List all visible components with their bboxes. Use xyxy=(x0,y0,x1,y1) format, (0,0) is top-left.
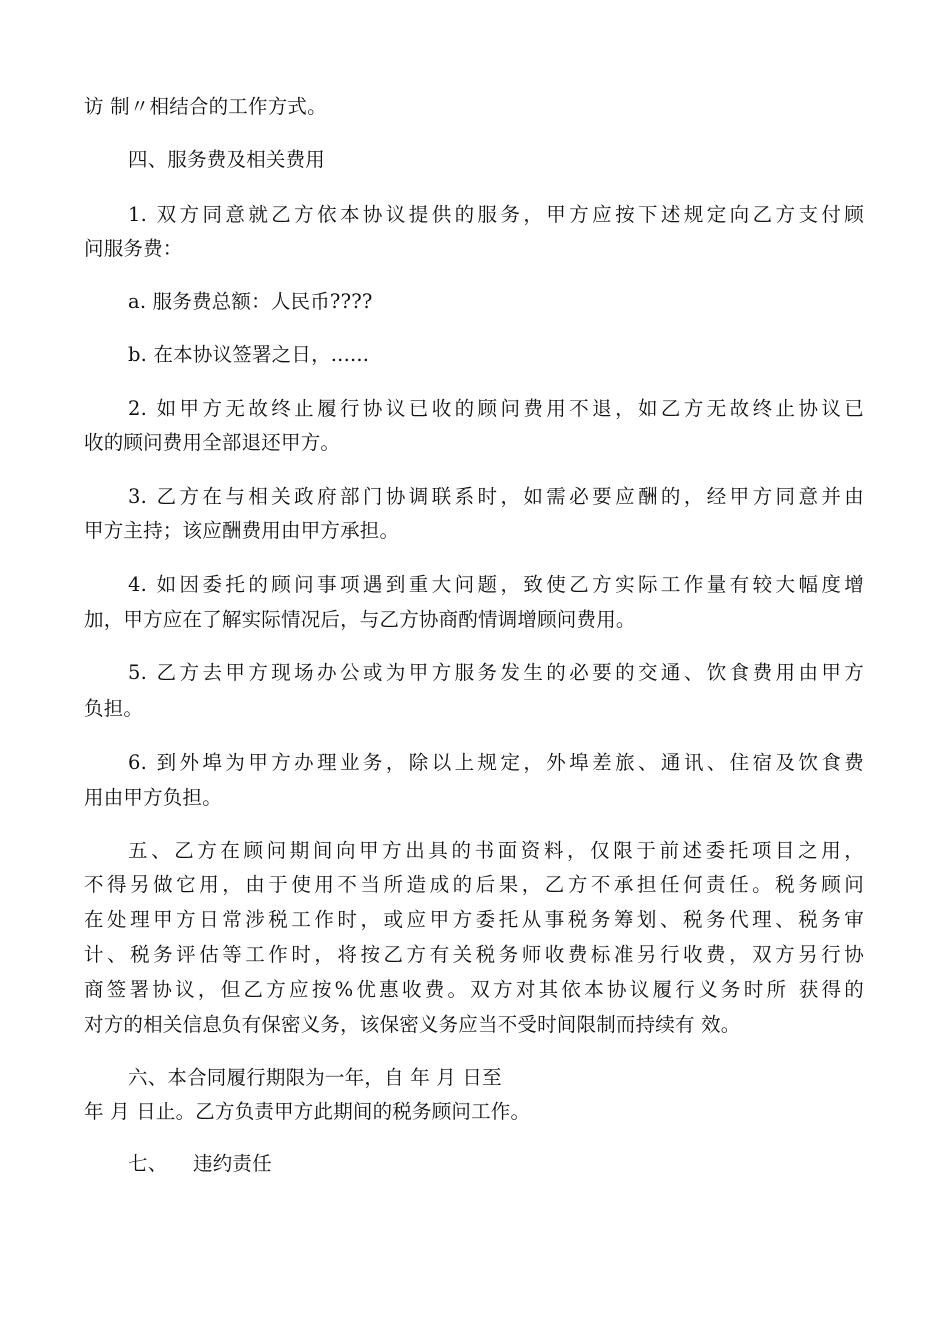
paragraph-line: 5. 乙方去甲方现场办公或为甲方服务发生的必要的交通、饮食费用由甲方 xyxy=(128,661,864,684)
paragraph-line: 3. 乙方在与相关政府部门协调联系时，如需必要应酬的，经甲方同意并由 xyxy=(128,485,864,508)
paragraph-line: a. 服务费总额：人民币???? xyxy=(128,290,373,313)
paragraph-line: 4. 如因委托的顾问事项遇到重大问题，致使乙方实际工作量有较大幅度增 xyxy=(128,573,864,596)
paragraph-line: 不得另做它用，由于使用不当所造成的后果，乙方不承担任何责任。税务顾问 xyxy=(84,873,864,896)
section-heading-four: 四、服务费及相关费用 xyxy=(128,148,326,171)
paragraph-line: b. 在本协议签署之日，...... xyxy=(128,343,370,366)
paragraph-line: 访 制〃相结合的工作方式。 xyxy=(84,95,327,118)
paragraph-line: 用由甲方负担。 xyxy=(84,786,222,809)
paragraph-line: 2. 如甲方无故终止履行协议已收的顾问费用不退，如乙方无故终止协议已 xyxy=(128,397,864,420)
section-heading-seven: 七、 违约责任 xyxy=(128,1152,272,1175)
paragraph-line: 1. 双方同意就乙方依本协议提供的服务，甲方应按下述规定向乙方支付顾 xyxy=(128,203,864,226)
section-heading-six: 六、本合同履行期限为一年，自 年 月 日至 xyxy=(128,1066,502,1089)
paragraph-line: 负担。 xyxy=(84,697,144,720)
paragraph-line: 问服务费： xyxy=(84,237,183,260)
paragraph-line: 收的顾问费用全部退还甲方。 xyxy=(84,431,341,454)
paragraph-line: 加，甲方应在了解实际情况后，与乙方协商酌情调增顾问费用。 xyxy=(84,608,636,631)
paragraph-line: 对方的相关信息负有保密义务，该保密义务应当不受时间限制而持续有 效。 xyxy=(84,1013,741,1036)
section-heading-five: 五、乙方在顾问期间向甲方出具的书面资料，仅限于前述委托项目之用， xyxy=(128,839,864,862)
paragraph-line: 年 月 日止。乙方负责甲方此期间的税务顾问工作。 xyxy=(84,1100,531,1123)
paragraph-line: 6. 到外埠为甲方办理业务，除以上规定，外埠差旅、通讯、住宿及饮食费 xyxy=(128,751,864,774)
paragraph-line: 在处理甲方日常涉税工作时，或应甲方委托从事税务筹划、税务代理、税务审 xyxy=(84,908,864,931)
paragraph-line: 商签署协议，但乙方应按%优惠收费。双方对其依本协议履行义务时所 获得的 xyxy=(84,978,864,1001)
paragraph-line: 计、税务评估等工作时，将按乙方有关税务师收费标准另行收费，双方另行协 xyxy=(84,943,864,966)
paragraph-line: 甲方主持；该应酬费用由甲方承担。 xyxy=(84,519,400,542)
